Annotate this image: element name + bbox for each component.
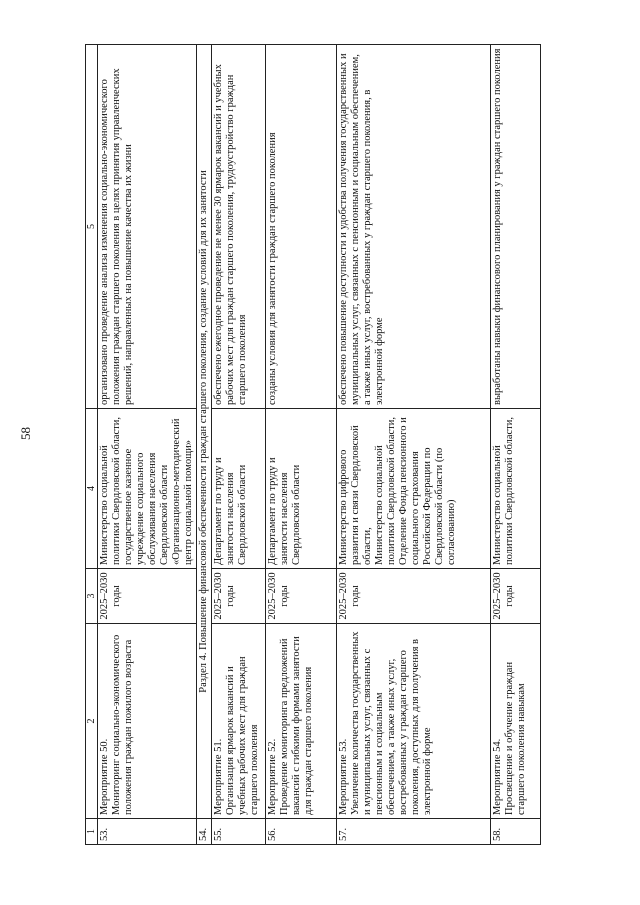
result-cell: обеспечено повышение доступности и удобства получения государственных и муниципальных услуг, связанных с пенсионным и социальным обеспечением, а также иных услуг, востребованных у граждан старшего поколения, в электронной форме xyxy=(337,45,491,409)
executors-cell: Министерство социальной политики Свердловской области, государственное казенное учреждение социального обслуживания населения Свердловской области «Организационно-методический центр социальной помощи» xyxy=(98,409,197,569)
result-cell: организовано проведение анализа изменения социально-экономического положения граждан старшего поколения в целях принятия управленческих решений, направленных на повышение качества их жизни xyxy=(98,45,197,409)
row-number: 56. xyxy=(266,819,337,845)
page-number: 58 xyxy=(18,427,33,440)
table-row xyxy=(266,45,337,845)
column-number: 1 xyxy=(86,819,98,845)
column-number: 3 xyxy=(86,569,98,624)
event-cell: Мероприятие 52. Проведение мониторинга предложений вакансий с гибкими формами занятости для граждан старшего поколения xyxy=(266,624,337,819)
column-number: 2 xyxy=(86,624,98,819)
period-cell: 2025–2030 годы xyxy=(337,569,491,624)
row-number: 55. xyxy=(212,819,266,845)
executors-cell: Министерство цифрового развития и связи Свердловской области, Министерство социальной политики Свердловской области, Отделение Фонда пенсионного и социального страхования Российской Федерации по Свердловской области (по согласованию) xyxy=(337,409,491,569)
row-number: 57. xyxy=(337,819,491,845)
event-cell: Мероприятие 54. Просвещение и обучение граждан старшего поколения навыкам xyxy=(491,624,541,819)
period-cell: 2025–2030 годы xyxy=(491,569,541,624)
period-cell: 2025–2030 годы xyxy=(266,569,337,624)
table-row xyxy=(98,45,197,845)
row-number: 54. xyxy=(197,819,212,845)
event-cell: Мероприятие 50. Мониторинг социально-экономического положения граждан пожилого возраста xyxy=(98,624,197,819)
executors-cell: Департамент по труду и занятости населения Свердловской области xyxy=(266,409,337,569)
section-title: Раздел 4. Повышение финансовой обеспеченности граждан старшего поколения, создание условий для их занятости xyxy=(197,45,212,819)
activities-table xyxy=(85,44,541,845)
row-number: 53. xyxy=(98,819,197,845)
column-number-row xyxy=(86,45,98,845)
section-row xyxy=(197,45,212,845)
table-row xyxy=(337,45,491,845)
period-cell: 2025–2030 годы xyxy=(98,569,197,624)
result-cell: созданы условия для занятости граждан старшего поколения xyxy=(266,45,337,409)
table-row xyxy=(491,45,541,845)
rotated-table-container xyxy=(85,45,640,845)
period-cell: 2025–2030 годы xyxy=(212,569,266,624)
result-cell: обеспечено ежегодное проведение не менее 30 ярмарок вакансий и учебных рабочих мест для граждан старшего поколения, трудоустройство граждан старшего поколения xyxy=(212,45,266,409)
executors-cell: Департамент по труду и занятости населения Свердловской области xyxy=(212,409,266,569)
event-cell: Мероприятие 53. Увеличение количества государственных и муниципальных услуг, связанных с пенсионным и социальным обеспечением, а также иных услуг, востребованных у граждан старшего поколения, доступных для получения в электронной форме xyxy=(337,624,491,819)
executors-cell: Министерство социальной политики Свердловской области, xyxy=(491,409,541,569)
result-cell: выработаны навыки финансового планирования у граждан старшего поколения xyxy=(491,45,541,409)
row-number: 58. xyxy=(491,819,541,845)
event-cell: Мероприятие 51. Организация ярмарок вакансий и учебных рабочих мест для граждан старшего поколения xyxy=(212,624,266,819)
column-number: 4 xyxy=(86,409,98,569)
column-number: 5 xyxy=(86,45,98,409)
table-row xyxy=(212,45,266,845)
table-body xyxy=(86,45,541,845)
